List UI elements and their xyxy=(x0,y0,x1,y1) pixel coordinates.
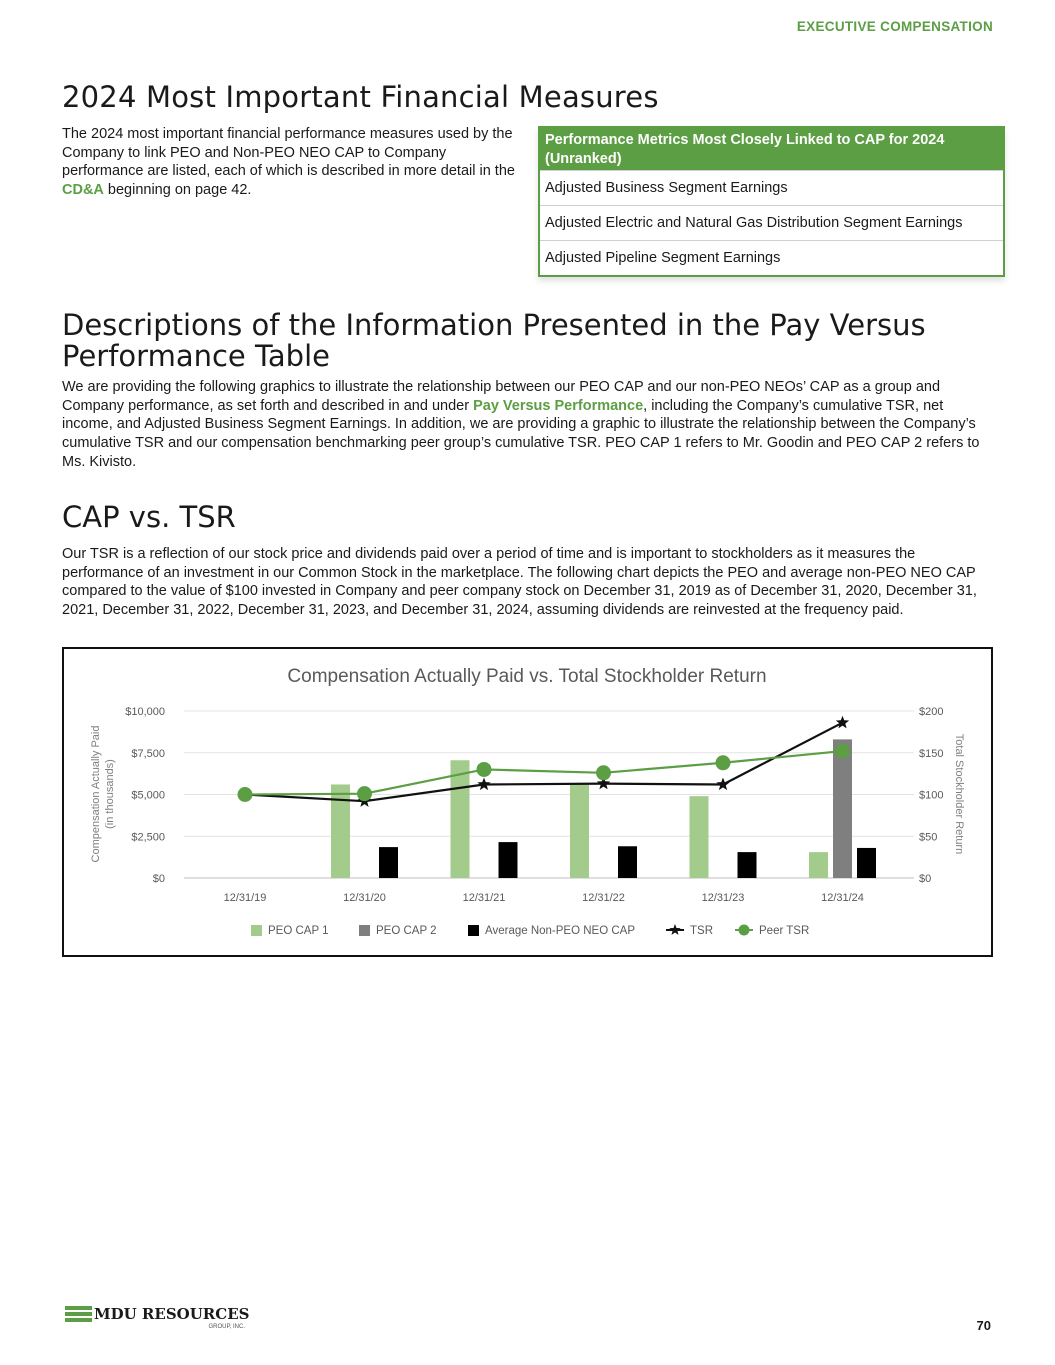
right-axis-label: Total Stockholder Return xyxy=(953,733,965,855)
peer-tsr-marker xyxy=(477,762,492,777)
page-number: 70 xyxy=(976,1318,991,1333)
bar-peo-cap-2 xyxy=(833,739,852,878)
intro-text-2: beginning on page 42. xyxy=(103,181,252,198)
metrics-row: Adjusted Business Segment Earnings xyxy=(540,170,1003,205)
left-tick-label: $5,000 xyxy=(131,789,165,802)
x-tick-label: 12/31/22 xyxy=(582,892,625,904)
legend-circle-marker xyxy=(739,925,750,936)
legend-swatch xyxy=(251,925,262,936)
logo-subtext: GROUP, INC. xyxy=(208,1324,245,1330)
right-tick-label: $50 xyxy=(919,831,938,844)
left-tick-label: $0 xyxy=(152,873,165,885)
legend-label: TSR xyxy=(690,925,713,937)
metrics-row: Adjusted Pipeline Segment Earnings xyxy=(540,240,1003,275)
legend-swatch xyxy=(468,925,479,936)
performance-metrics-table xyxy=(538,126,1005,277)
bar-average-non-peo-neo-cap xyxy=(738,852,757,878)
cap-vs-tsr-chart xyxy=(62,647,993,957)
legend-label: Peer TSR xyxy=(759,925,810,937)
peer-tsr-marker xyxy=(238,787,253,802)
left-tick-label: $2,500 xyxy=(131,831,165,844)
legend-star-marker xyxy=(669,924,680,935)
bar-peo-cap-1 xyxy=(809,852,828,878)
descriptions-heading: Descriptions of the Information Presented in the Pay Versus Performance Table xyxy=(62,308,926,373)
left-axis-label-line2: (in thousands) xyxy=(104,759,116,829)
tsr-marker xyxy=(477,777,490,790)
desc-text-1: We are providing the following graphics to illustrate the relationship between our PEO CAP and our non-PEO NEOs’ CAP as a group and Company performance, as set forth and described in and under xyxy=(62,379,941,414)
right-tick-label: $100 xyxy=(919,789,944,802)
x-tick-label: 12/31/23 xyxy=(701,892,745,904)
measures-heading: 2024 Most Important Financial Measures xyxy=(62,80,659,114)
left-tick-label: $10,000 xyxy=(125,706,165,718)
peer-tsr-marker xyxy=(716,755,731,770)
tsr-marker xyxy=(836,716,849,729)
bar-average-non-peo-neo-cap xyxy=(379,847,398,878)
bar-peo-cap-1 xyxy=(690,796,709,878)
peer-tsr-marker xyxy=(596,765,611,780)
left-tick-label: $7,500 xyxy=(131,747,165,760)
mdu-resources-logo xyxy=(63,1302,253,1332)
right-tick-label: $0 xyxy=(919,873,932,885)
tsr-marker xyxy=(716,777,729,790)
cap-tsr-heading: CAP vs. TSR xyxy=(62,500,236,534)
chart-title: Compensation Actually Paid vs. Total Stockholder Return xyxy=(287,666,767,687)
peer-tsr-marker xyxy=(357,786,372,801)
legend-swatch xyxy=(359,925,370,936)
desc-text-2: , including the Company’s cumulative TSR, net income, and Adjusted Business Segment Earnings. In addition, we are providing a graphic to illustrate the relationship between the Company’s cumulative TSR and our compensation benchmarking peer group’s cumulative TSR. PEO CAP 1 refers to Mr. Goodin and PEO CAP 2 refers to Ms. Kivisto. xyxy=(62,397,980,470)
section-label: EXECUTIVE COMPENSATION xyxy=(796,19,993,34)
cap-tsr-text: Our TSR is a reflection of our stock price and dividends paid over a period of time and is important to stockholders as it measures the performance of an investment in our Common Stock in the marketplace. The following chart depicts the PEO and average non-PEO NEO CAP compared to the value of $100 invested in Company and peer company stock on December 31, 2019 as of December 31, 2020, December 31, 2021, December 31, 2022, December 31, 2023, and December 31, 2024, assuming dividends are reinvested at the frequency paid. xyxy=(62,546,977,619)
bar-peo-cap-1 xyxy=(451,760,470,878)
x-tick-label: 12/31/21 xyxy=(462,892,506,904)
descriptions-text xyxy=(62,378,992,472)
logo-text: MDU RESOURCES xyxy=(94,1305,250,1323)
metrics-table-header: Performance Metrics Most Closely Linked to CAP for 2024 (Unranked) xyxy=(540,128,1003,170)
cda-link[interactable]: CD&A xyxy=(62,181,104,198)
peer-tsr-marker xyxy=(835,744,850,759)
x-tick-label: 12/31/24 xyxy=(821,892,864,904)
metrics-row: Adjusted Electric and Natural Gas Distribution Segment Earnings xyxy=(540,205,1003,240)
measures-intro xyxy=(62,125,522,199)
intro-text-1: The 2024 most important financial performance measures used by the Company to link PEO and Non-PEO NEO CAP to Company performance are listed, each of which is described in more detail in the xyxy=(62,126,515,179)
right-tick-label: $150 xyxy=(919,747,944,760)
bar-peo-cap-1 xyxy=(570,784,589,878)
bar-average-non-peo-neo-cap xyxy=(499,842,518,878)
bar-average-non-peo-neo-cap xyxy=(857,848,876,878)
left-axis-label-line1: Compensation Actually Paid xyxy=(90,725,102,863)
x-tick-label: 12/31/19 xyxy=(223,892,267,904)
legend-label: PEO CAP 2 xyxy=(376,925,437,937)
right-tick-label: $200 xyxy=(919,706,944,718)
bar-average-non-peo-neo-cap xyxy=(618,846,637,878)
chart-legend xyxy=(251,924,809,937)
legend-label: PEO CAP 1 xyxy=(268,925,329,937)
pay-versus-performance-link[interactable]: Pay Versus Performance xyxy=(473,397,644,414)
x-tick-label: 12/31/20 xyxy=(343,892,386,904)
chart-svg xyxy=(64,649,991,955)
legend-label: Average Non-PEO NEO CAP xyxy=(485,925,635,937)
